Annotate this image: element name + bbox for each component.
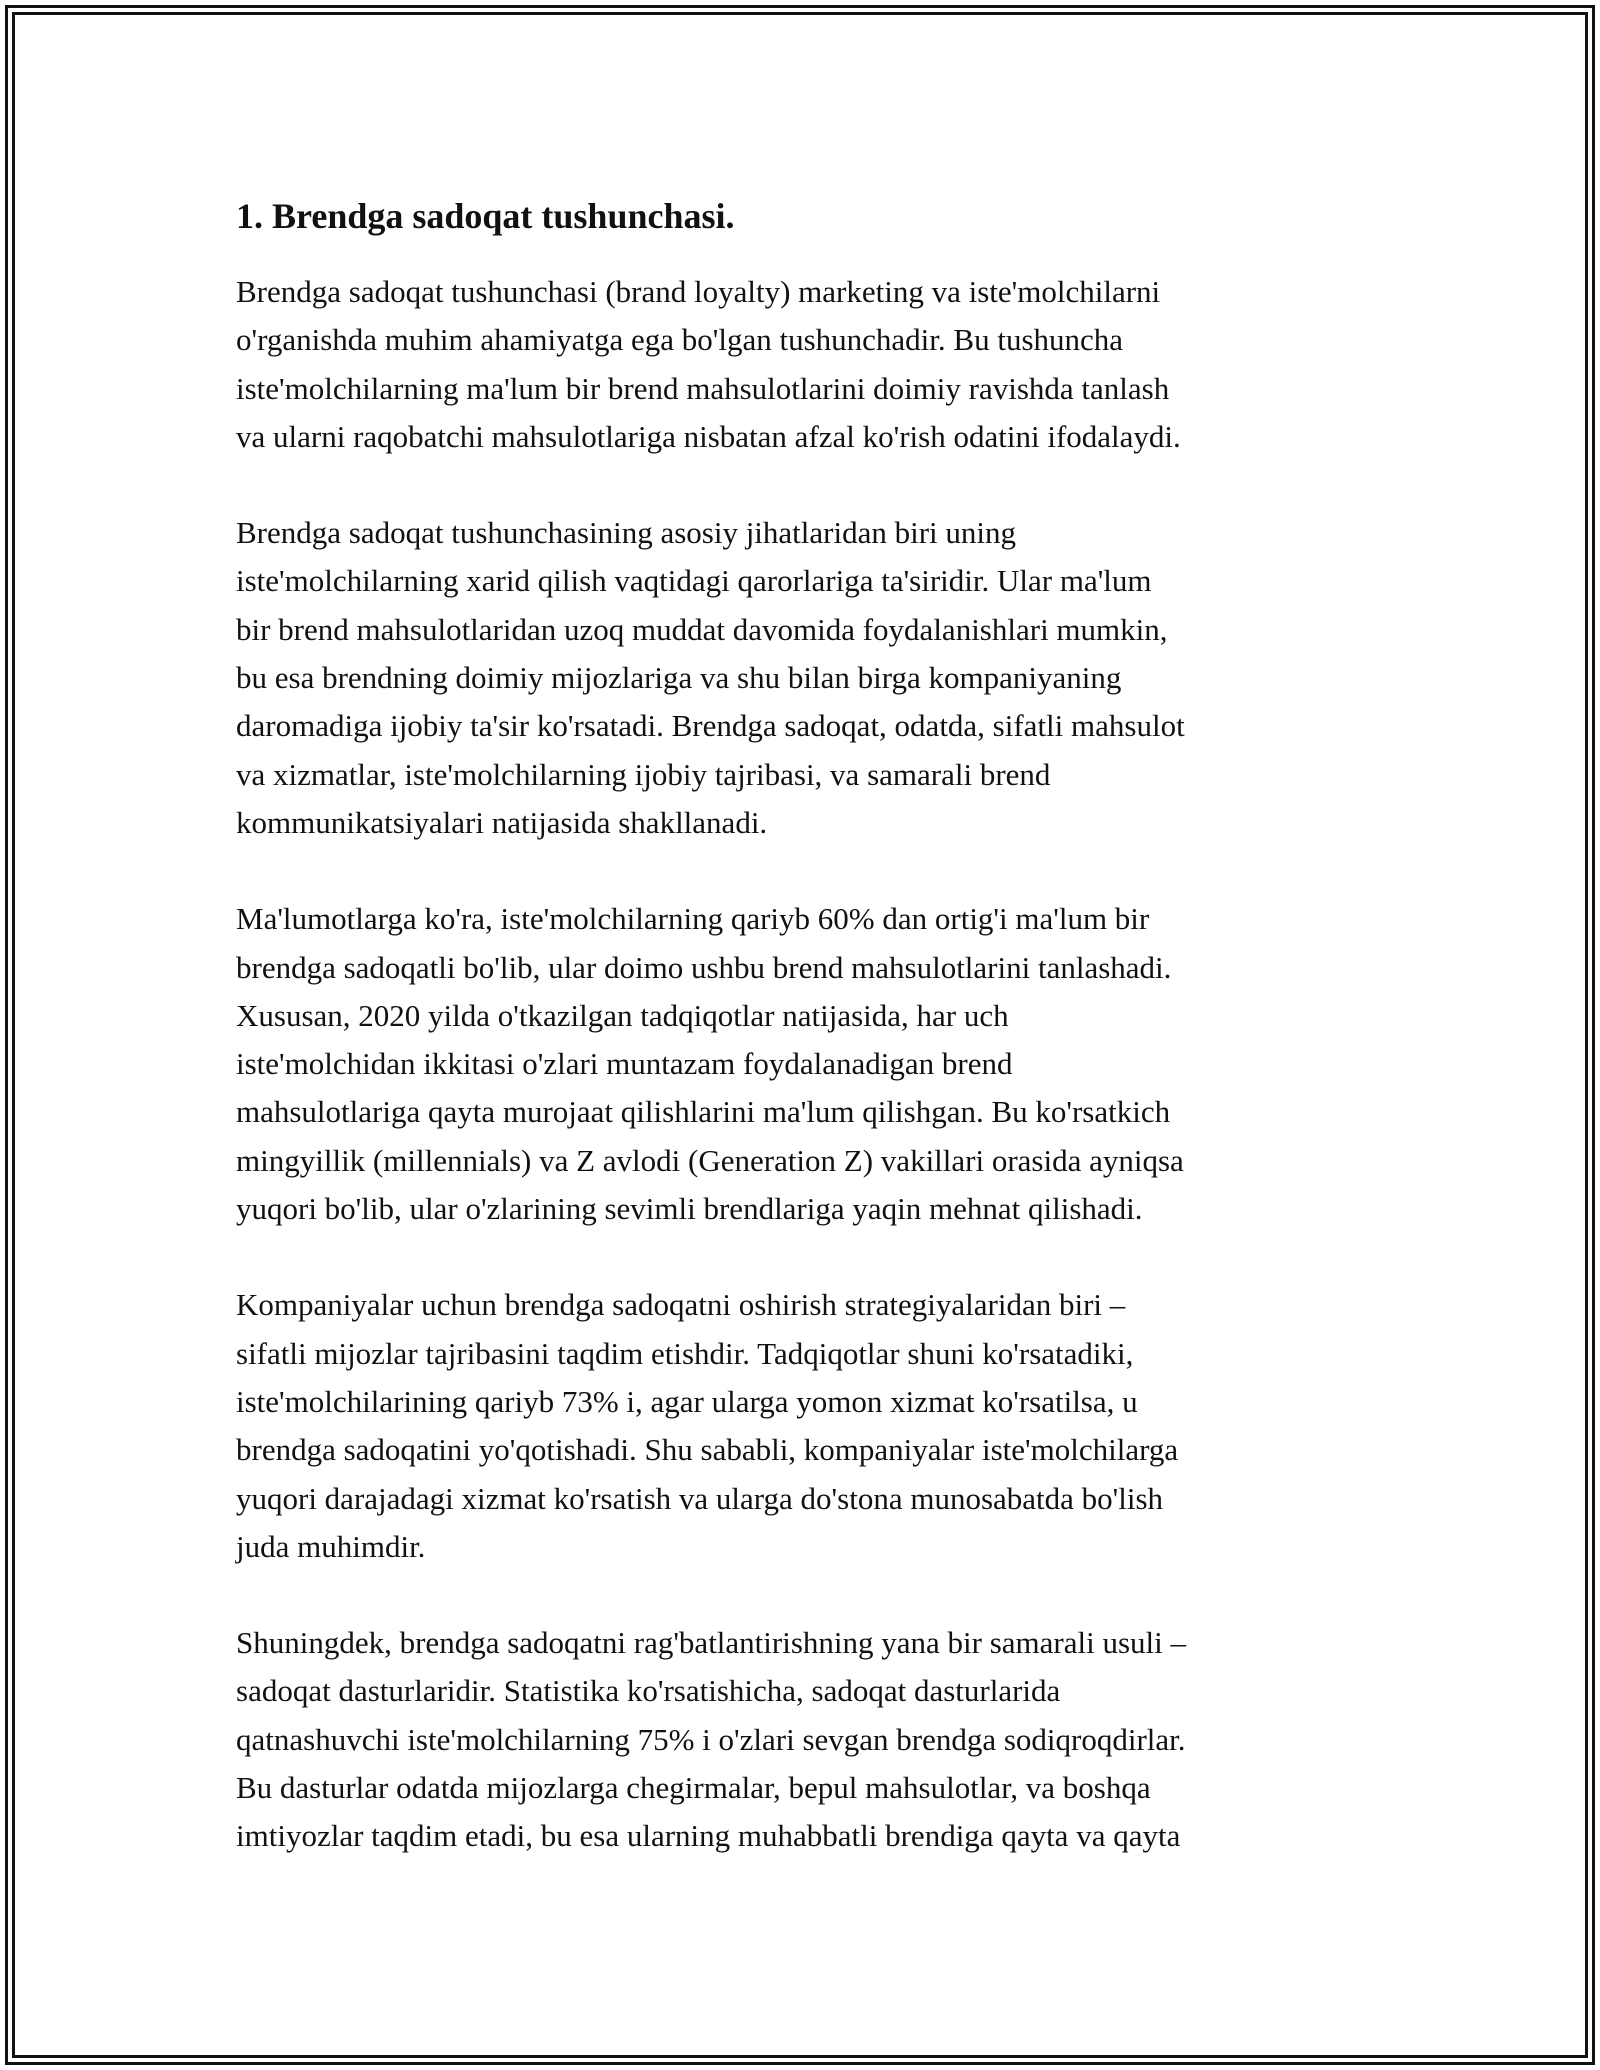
text-line: Bu dasturlar odatda mijozlarga chegirmalar, bepul mahsulotlar, va boshqa: [236, 1770, 1151, 1806]
text-line: mingyillik (millennials) va Z avlodi (Generation Z) vakillari orasida ayniqsa: [236, 1142, 1184, 1178]
text-line: brendga sadoqatli bo'lib, ular doimo ushbu brend mahsulotlarini tanlashadi.: [236, 949, 1172, 985]
text-line: qatnashuvchi iste'molchilarning 75% i o'zlari sevgan brendga sodiqroqdirlar.: [236, 1721, 1186, 1757]
text-line: imtiyozlar taqdim etadi, bu esa ularning muhabbatli brendiga qayta va qayta: [236, 1818, 1181, 1854]
text-line: brendga sadoqatini yo'qotishadi. Shu sababli, kompaniyalar iste'molchilarga: [236, 1432, 1179, 1468]
paragraph-5: [236, 1619, 1366, 1860]
text-line: iste'molchilarning ma'lum bir brend mahsulotlarini doimiy ravishda tanlash: [236, 370, 1170, 406]
text-line: va xizmatlar, iste'molchilarning ijobiy tajribasi, va samarali brend: [236, 756, 1051, 792]
text-line: Kompaniyalar uchun brendga sadoqatni oshirish strategiyalaridan biri –: [236, 1287, 1126, 1323]
text-line: va ularni raqobatchi mahsulotlariga nisbatan afzal ko'rish odatini ifodalaydi.: [236, 418, 1181, 454]
paragraph-1: [236, 268, 1366, 461]
text-line: Brendga sadoqat tushunchasi (brand loyalty) marketing va iste'molchilarni: [236, 274, 1161, 309]
text-line: sifatli mijozlar tajribasini taqdim etishdir. Tadqiqotlar shuni ko'rsatadiki,: [236, 1335, 1134, 1371]
text-line: bir brend mahsulotlaridan uzoq muddat davomida foydalanishlari mumkin,: [236, 611, 1168, 647]
text-line: bu esa brendning doimiy mijozlariga va shu bilan birga kompaniyaning: [236, 660, 1122, 696]
text-line: Ma'lumotlarga ko'ra, iste'molchilarning qariyb 60% dan ortig'i ma'lum bir: [236, 901, 1150, 937]
text-line: daromadiga ijobiy ta'sir ko'rsatadi. Brendga sadoqat, odatda, sifatli mahsulot: [236, 708, 1185, 744]
text-line: yuqori darajadagi xizmat ko'rsatish va ularga do'stona munosabatda bo'lish: [236, 1480, 1164, 1516]
document-body: [236, 190, 1366, 1909]
text-line: Xususan, 2020 yilda o'tkazilgan tadqiqotlar natijasida, har uch: [236, 997, 1009, 1033]
text-line: yuqori bo'lib, ular o'zlarining sevimli brendlariga yaqin mehnat qilishadi.: [236, 1191, 1143, 1227]
text-line: iste'molchilarning xarid qilish vaqtidagi qarorlariga ta'siridir. Ular ma'lum: [236, 563, 1152, 599]
paragraph-2: [236, 509, 1366, 847]
section-heading: 1. Brendga sadoqat tushunchasi.: [236, 196, 735, 236]
paragraph-4: [236, 1281, 1366, 1571]
text-line: Brendga sadoqat tushunchasining asosiy jihatlaridan biri uning: [236, 515, 1017, 551]
paragraph-3: [236, 895, 1366, 1233]
text-line: mahsulotlariga qayta murojaat qilishlarini ma'lum qilishgan. Bu ko'rsatkich: [236, 1094, 1171, 1130]
text-line: iste'molchilarining qariyb 73% i, agar ularga yomon xizmat ko'rsatilsa, u: [236, 1383, 1138, 1419]
text-line: o'rganishda muhim ahamiyatga ega bo'lgan tushunchadir. Bu tushuncha: [236, 322, 1124, 358]
text-line: kommunikatsiyalari natijasida shakllanadi.: [236, 804, 768, 840]
text-line: juda muhimdir.: [236, 1528, 426, 1564]
text-line: iste'molchidan ikkitasi o'zlari muntazam foydalanadigan brend: [236, 1046, 1013, 1082]
text-line: Shuningdek, brendga sadoqatni rag'batlantirishning yana bir samarali usuli –: [236, 1625, 1187, 1661]
text-line: sadoqat dasturlaridir. Statistika ko'rsatishicha, sadoqat dasturlarida: [236, 1673, 1061, 1709]
